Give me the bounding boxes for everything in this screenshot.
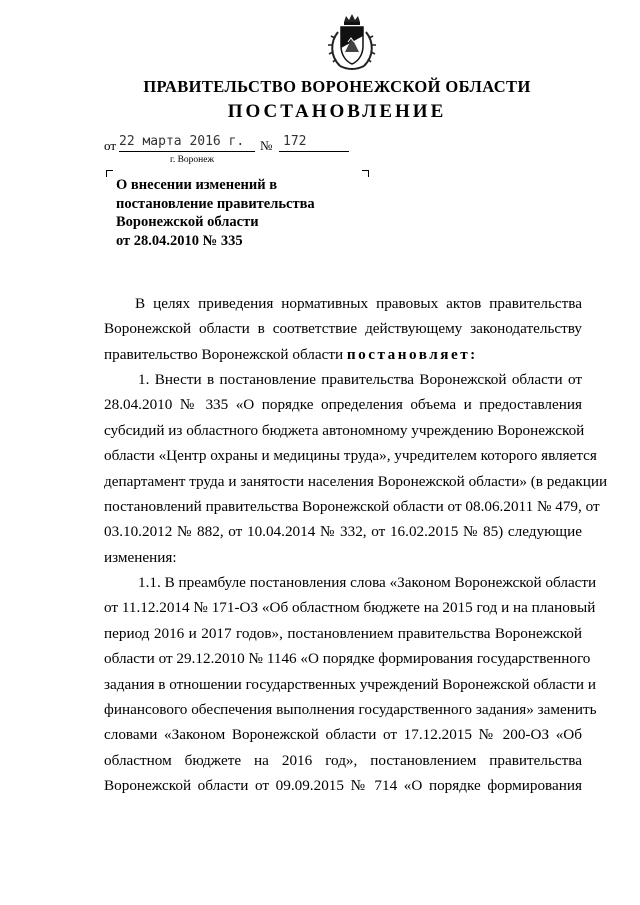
item-1-paragraph bbox=[104, 367, 608, 570]
text-line: 1. Внести в постановление правительства Воронежской области от bbox=[138, 371, 582, 388]
city-label: г. Воронеж bbox=[170, 155, 215, 165]
text-line: словами «Законом Воронежской области от 17.12.2015 № 200-ОЗ «Об bbox=[104, 726, 582, 744]
text-line: 03.10.2012 № 882, от 10.04.2014 № 332, от 16.02.2015 № 85) следующие bbox=[104, 523, 582, 541]
preamble-paragraph bbox=[104, 291, 582, 367]
text-line: департамент труда и занятости населения Воронежской области» (в редакции bbox=[104, 472, 608, 490]
text-line: период 2016 и 2017 годов», постановлением правительства Воронежской bbox=[104, 624, 582, 642]
text-line-part: правительство Воронежской области bbox=[104, 345, 344, 363]
organization-title: ПРАВИТЕЛЬСТВО ВОРОНЕЖСКОЙ ОБЛАСТИ bbox=[143, 77, 531, 96]
text-line: областном бюджете на 2016 год», постановлением правительства bbox=[104, 751, 582, 769]
subject-line: О внесении изменений в bbox=[116, 177, 278, 193]
resolves-word: постановляет: bbox=[346, 345, 478, 363]
document-date-field: 22 марта 2016 г. bbox=[119, 133, 255, 152]
item-1-1-paragraph bbox=[104, 570, 597, 799]
subject-line: от 28.04.2010 № 335 bbox=[116, 232, 243, 249]
number-prefix-label: № bbox=[260, 138, 273, 153]
coat-of-arms-icon bbox=[326, 12, 378, 72]
text-line: 28.04.2010 № 335 «О порядке определения объема и предоставления bbox=[104, 396, 582, 414]
document-type-title: ПОСТАНОВЛЕНИЕ bbox=[227, 101, 447, 122]
text-line: изменения: bbox=[104, 548, 177, 566]
text-line bbox=[104, 342, 582, 367]
text-line: субсидий из областного бюджета автономному учреждению Воронежской bbox=[104, 421, 585, 439]
text-line: В целях приведения нормативных правовых актов правительства bbox=[135, 295, 582, 312]
text-line: постановлений правительства Воронежской области от 08.06.2011 № 479, от bbox=[104, 498, 600, 516]
text-line: финансового обеспечения выполнения государственного задания» заменить bbox=[104, 701, 597, 719]
subject-line: постановление правительства bbox=[116, 195, 315, 212]
date-prefix-label: от bbox=[104, 138, 117, 153]
document-subject bbox=[116, 176, 366, 250]
subject-line: Воронежской области bbox=[116, 214, 259, 230]
text-line: области «Центр охраны и медицины труда», учредителем которого является bbox=[104, 447, 597, 465]
text-line: области от 29.12.2010 № 1146 «О порядке формирования государственного bbox=[104, 650, 591, 668]
text-line: 1.1. В преамбуле постановления слова «Законом Воронежской области bbox=[138, 574, 597, 591]
text-line: Воронежской области в соответствие действующему законодательству bbox=[104, 320, 582, 338]
text-line: от 11.12.2014 № 171-ОЗ «Об областном бюджете на 2015 год и на плановый bbox=[104, 599, 596, 617]
text-line: Воронежской области от 09.09.2015 № 714 «О порядке формирования bbox=[104, 777, 582, 795]
text-line: задания в отношении государственных учреждений Воронежской области и bbox=[104, 675, 596, 693]
subject-corner-mark-left bbox=[106, 170, 113, 177]
document-number-field: 172 bbox=[279, 133, 349, 152]
